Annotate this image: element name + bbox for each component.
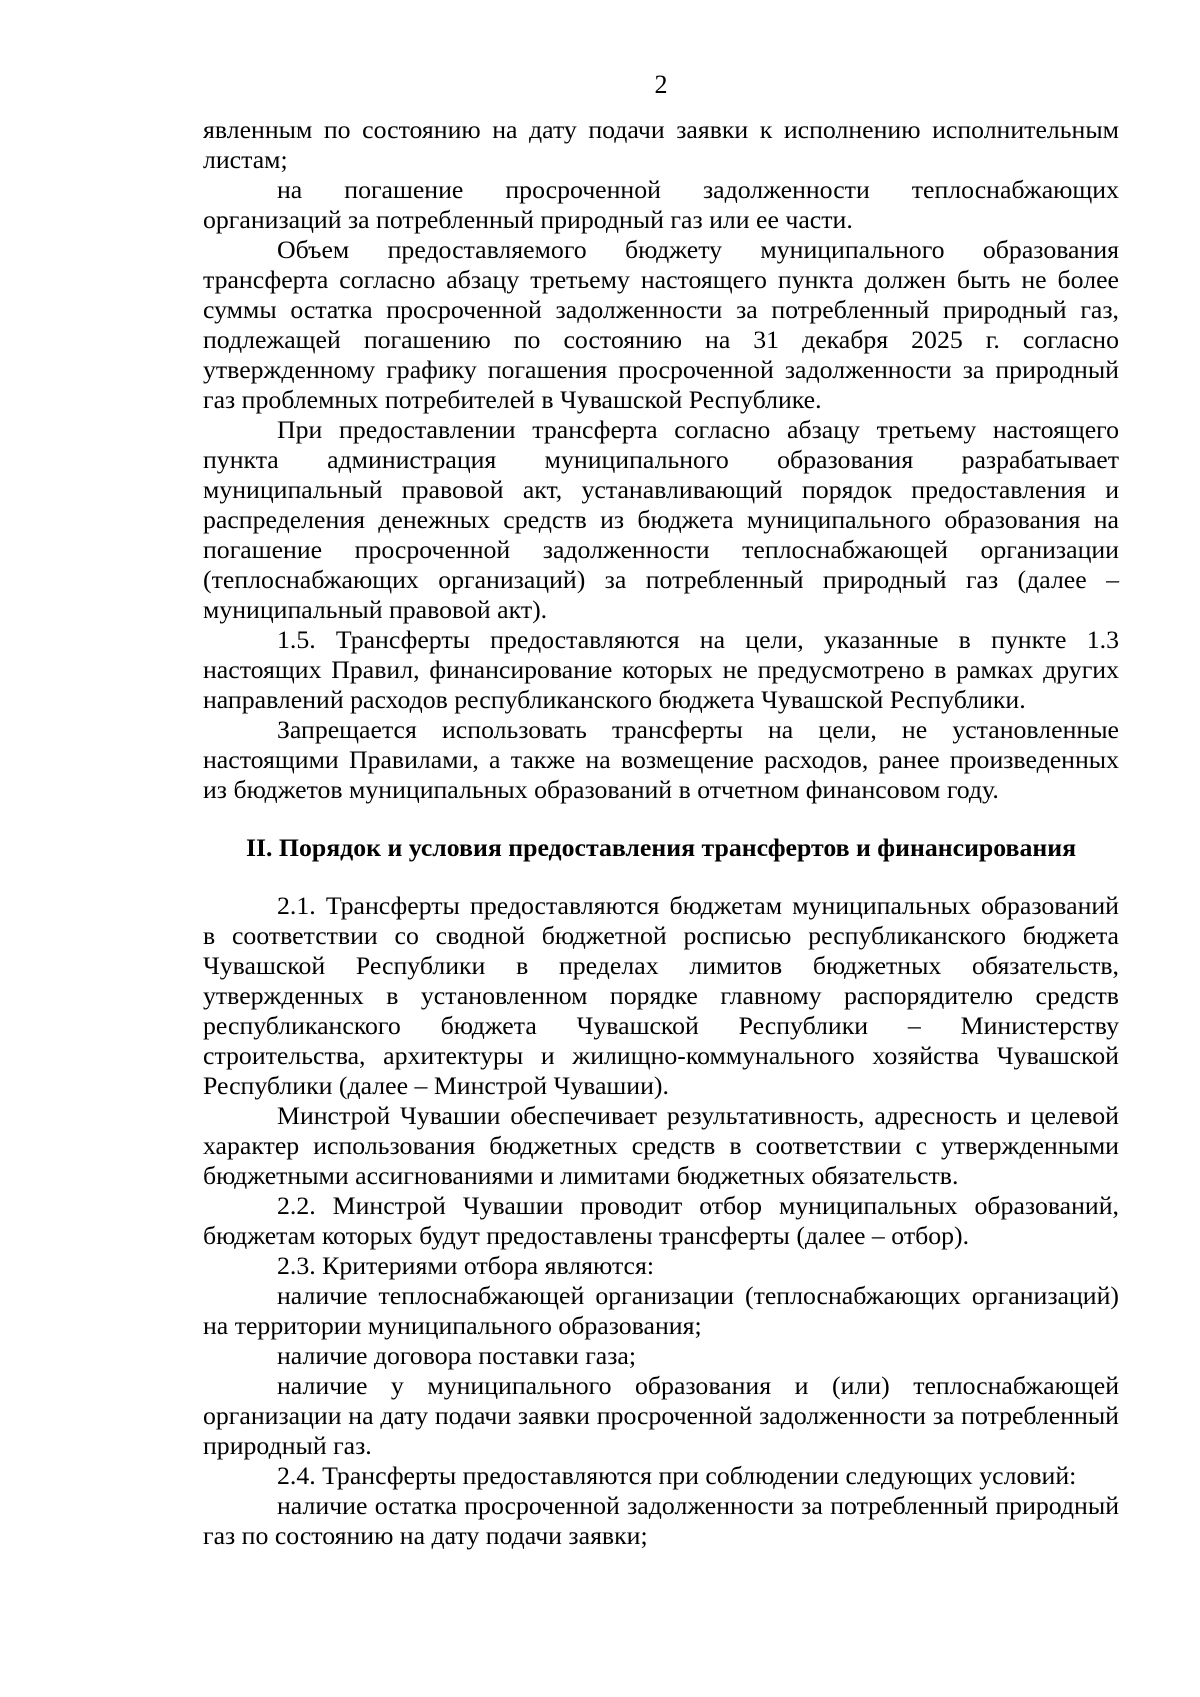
paragraph: наличие у муниципального образования и (или) теплоснабжающей организации на дату подачи заявки просроченной задолженности за потребленный природный газ. [203,1371,1119,1460]
page-number: 2 [654,70,668,99]
document-body [203,115,1119,1551]
paragraph: 2.1. Трансферты предоставляются бюджетам муниципальных образований в соответствии со сводной бюджетной росписью республиканского бюджета Чувашской Республики в пределах лимитов бюджетных обязательств, утвержденных в установленном порядке главному распорядителю средств республиканского бюджета Чувашской Республики – Министерству строительства, архитектуры и жилищно-коммунального хозяйства Чувашской Республики (далее – Минстрой Чувашии). [203,891,1119,1100]
paragraph: наличие теплоснабжающей организации (теплоснабжающих организаций) на территории муниципального образования; [203,1281,1119,1340]
paragraph: При предоставлении трансферта согласно абзацу третьему настоящего пункта администрация муниципального образования разрабатывает муниципальный правовой акт, устанавливающий порядок предоставления и распределения денежных средств из бюджета муниципального образования на погашение просроченной задолженности теплоснабжающей организации (теплоснабжающих организаций) за потребленный природный газ (далее – муниципальный правовой акт). [203,415,1119,624]
paragraph: явленным по состоянию на дату подачи заявки к исполнению исполнительным листам; [203,115,1119,174]
paragraph: наличие остатка просроченной задолженности за потребленный природный газ по состоянию на дату подачи заявки; [203,1491,1119,1550]
paragraph: на погашение просроченной задолженности теплоснабжающих организаций за потребленный природный газ или ее части. [203,175,1119,234]
paragraph: 2.3. Критериями отбора являются: [277,1251,655,1280]
section-heading: II. Порядок и условия предоставления трансфертов и финансирования [245,833,1077,862]
paragraph: Объем предоставляемого бюджету муниципального образования трансферта согласно абзацу третьему настоящего пункта должен быть не более суммы остатка просроченной задолженности за потребленный природный газ, подлежащей погашению по состоянию на 31 декабря 2025 г. согласно утвержденному графику погашения просроченной задолженности за природный газ проблемных потребителей в Чувашской Республике. [203,235,1119,414]
paragraph: наличие договора поставки газа; [277,1341,637,1370]
paragraph: Минстрой Чувашии обеспечивает результативность, адресность и целевой характер использования бюджетных средств в соответствии с утвержденными бюджетными ассигнованиями и лимитами бюджетных обязательств. [203,1101,1119,1190]
paragraph: Запрещается использовать трансферты на цели, не установленные настоящими Правилами, а также на возмещение расходов, ранее произведенных из бюджетов муниципальных образований в отчетном финансовом году. [203,715,1119,804]
paragraph: 1.5. Трансферты предоставляются на цели, указанные в пункте 1.3 настоящих Правил, финансирование которых не предусмотрено в рамках других направлений расходов республиканского бюджета Чувашской Республики. [203,625,1119,714]
paragraph: 2.4. Трансферты предоставляются при соблюдении следующих условий: [277,1461,1077,1490]
paragraph: 2.2. Минстрой Чувашии проводит отбор муниципальных образований, бюджетам которых будут предоставлены трансферты (далее – отбор). [203,1191,1119,1250]
